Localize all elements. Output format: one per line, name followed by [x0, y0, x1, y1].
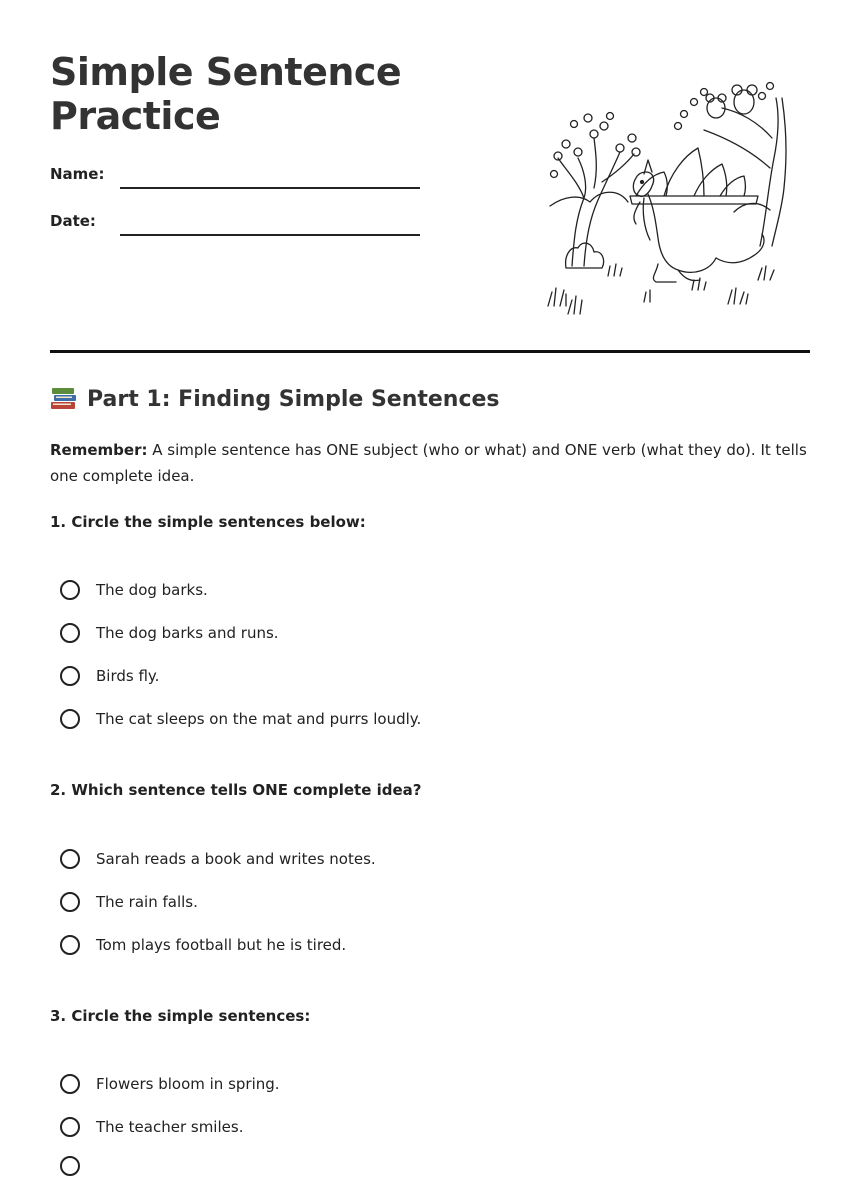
radio-circle-icon[interactable] [60, 849, 80, 869]
option-text: Flowers bloom in spring. [96, 1075, 280, 1093]
question-1-option[interactable] [60, 663, 159, 689]
question-3-option[interactable] [60, 1114, 243, 1140]
question-2-option[interactable] [60, 846, 376, 872]
part1-heading [50, 386, 500, 412]
name-label: Name: [50, 165, 105, 183]
radio-circle-icon[interactable] [60, 1117, 80, 1137]
title-line-1: Simple Sentence [50, 50, 402, 94]
question-1-option[interactable] [60, 706, 421, 732]
radio-circle-icon[interactable] [60, 892, 80, 912]
option-text: The dog barks and runs. [96, 624, 279, 642]
option-text: Birds fly. [96, 667, 160, 685]
radio-circle-icon[interactable] [60, 1074, 80, 1094]
option-text: The cat sleeps on the mat and purrs loudly. [96, 710, 422, 728]
option-text: Tom plays football but he is tired. [96, 936, 347, 954]
remember-label: Remember: [50, 441, 148, 459]
question-1-option[interactable] [60, 577, 208, 603]
option-text: The rain falls. [96, 893, 198, 911]
question-3-option[interactable] [60, 1071, 280, 1097]
title-line-2: Practice [50, 94, 221, 138]
kangaroo-illustration [544, 78, 800, 318]
question-2-prompt: 2. Which sentence tells ONE complete idea? [50, 781, 422, 799]
option-text: The teacher smiles. [96, 1118, 244, 1136]
part1-heading-text: Part 1: Finding Simple Sentences [87, 386, 500, 412]
date-label: Date: [50, 212, 96, 230]
question-1-option[interactable] [60, 620, 279, 646]
radio-circle-icon[interactable] [60, 1156, 80, 1176]
header-divider [50, 350, 810, 353]
option-text: Sarah reads a book and writes notes. [96, 850, 376, 868]
page-title [50, 50, 490, 138]
question-3-prompt: 3. Circle the simple sentences: [50, 1007, 311, 1025]
books-icon [50, 386, 78, 412]
name-field[interactable] [120, 187, 420, 189]
date-field[interactable] [120, 234, 420, 236]
radio-circle-icon[interactable] [60, 666, 80, 686]
remember-paragraph [50, 437, 810, 489]
question-2-option[interactable] [60, 889, 198, 915]
radio-circle-icon[interactable] [60, 935, 80, 955]
radio-circle-icon[interactable] [60, 623, 80, 643]
radio-circle-icon[interactable] [60, 709, 80, 729]
question-2-option[interactable] [60, 932, 346, 958]
question-3-option-partial[interactable] [60, 1153, 96, 1179]
remember-text: A simple sentence has ONE subject (who or what) and ONE verb (what they do). It tells one complete idea. [50, 441, 807, 485]
question-1-prompt: 1. Circle the simple sentences below: [50, 513, 366, 531]
radio-circle-icon[interactable] [60, 580, 80, 600]
option-text: The dog barks. [96, 581, 208, 599]
